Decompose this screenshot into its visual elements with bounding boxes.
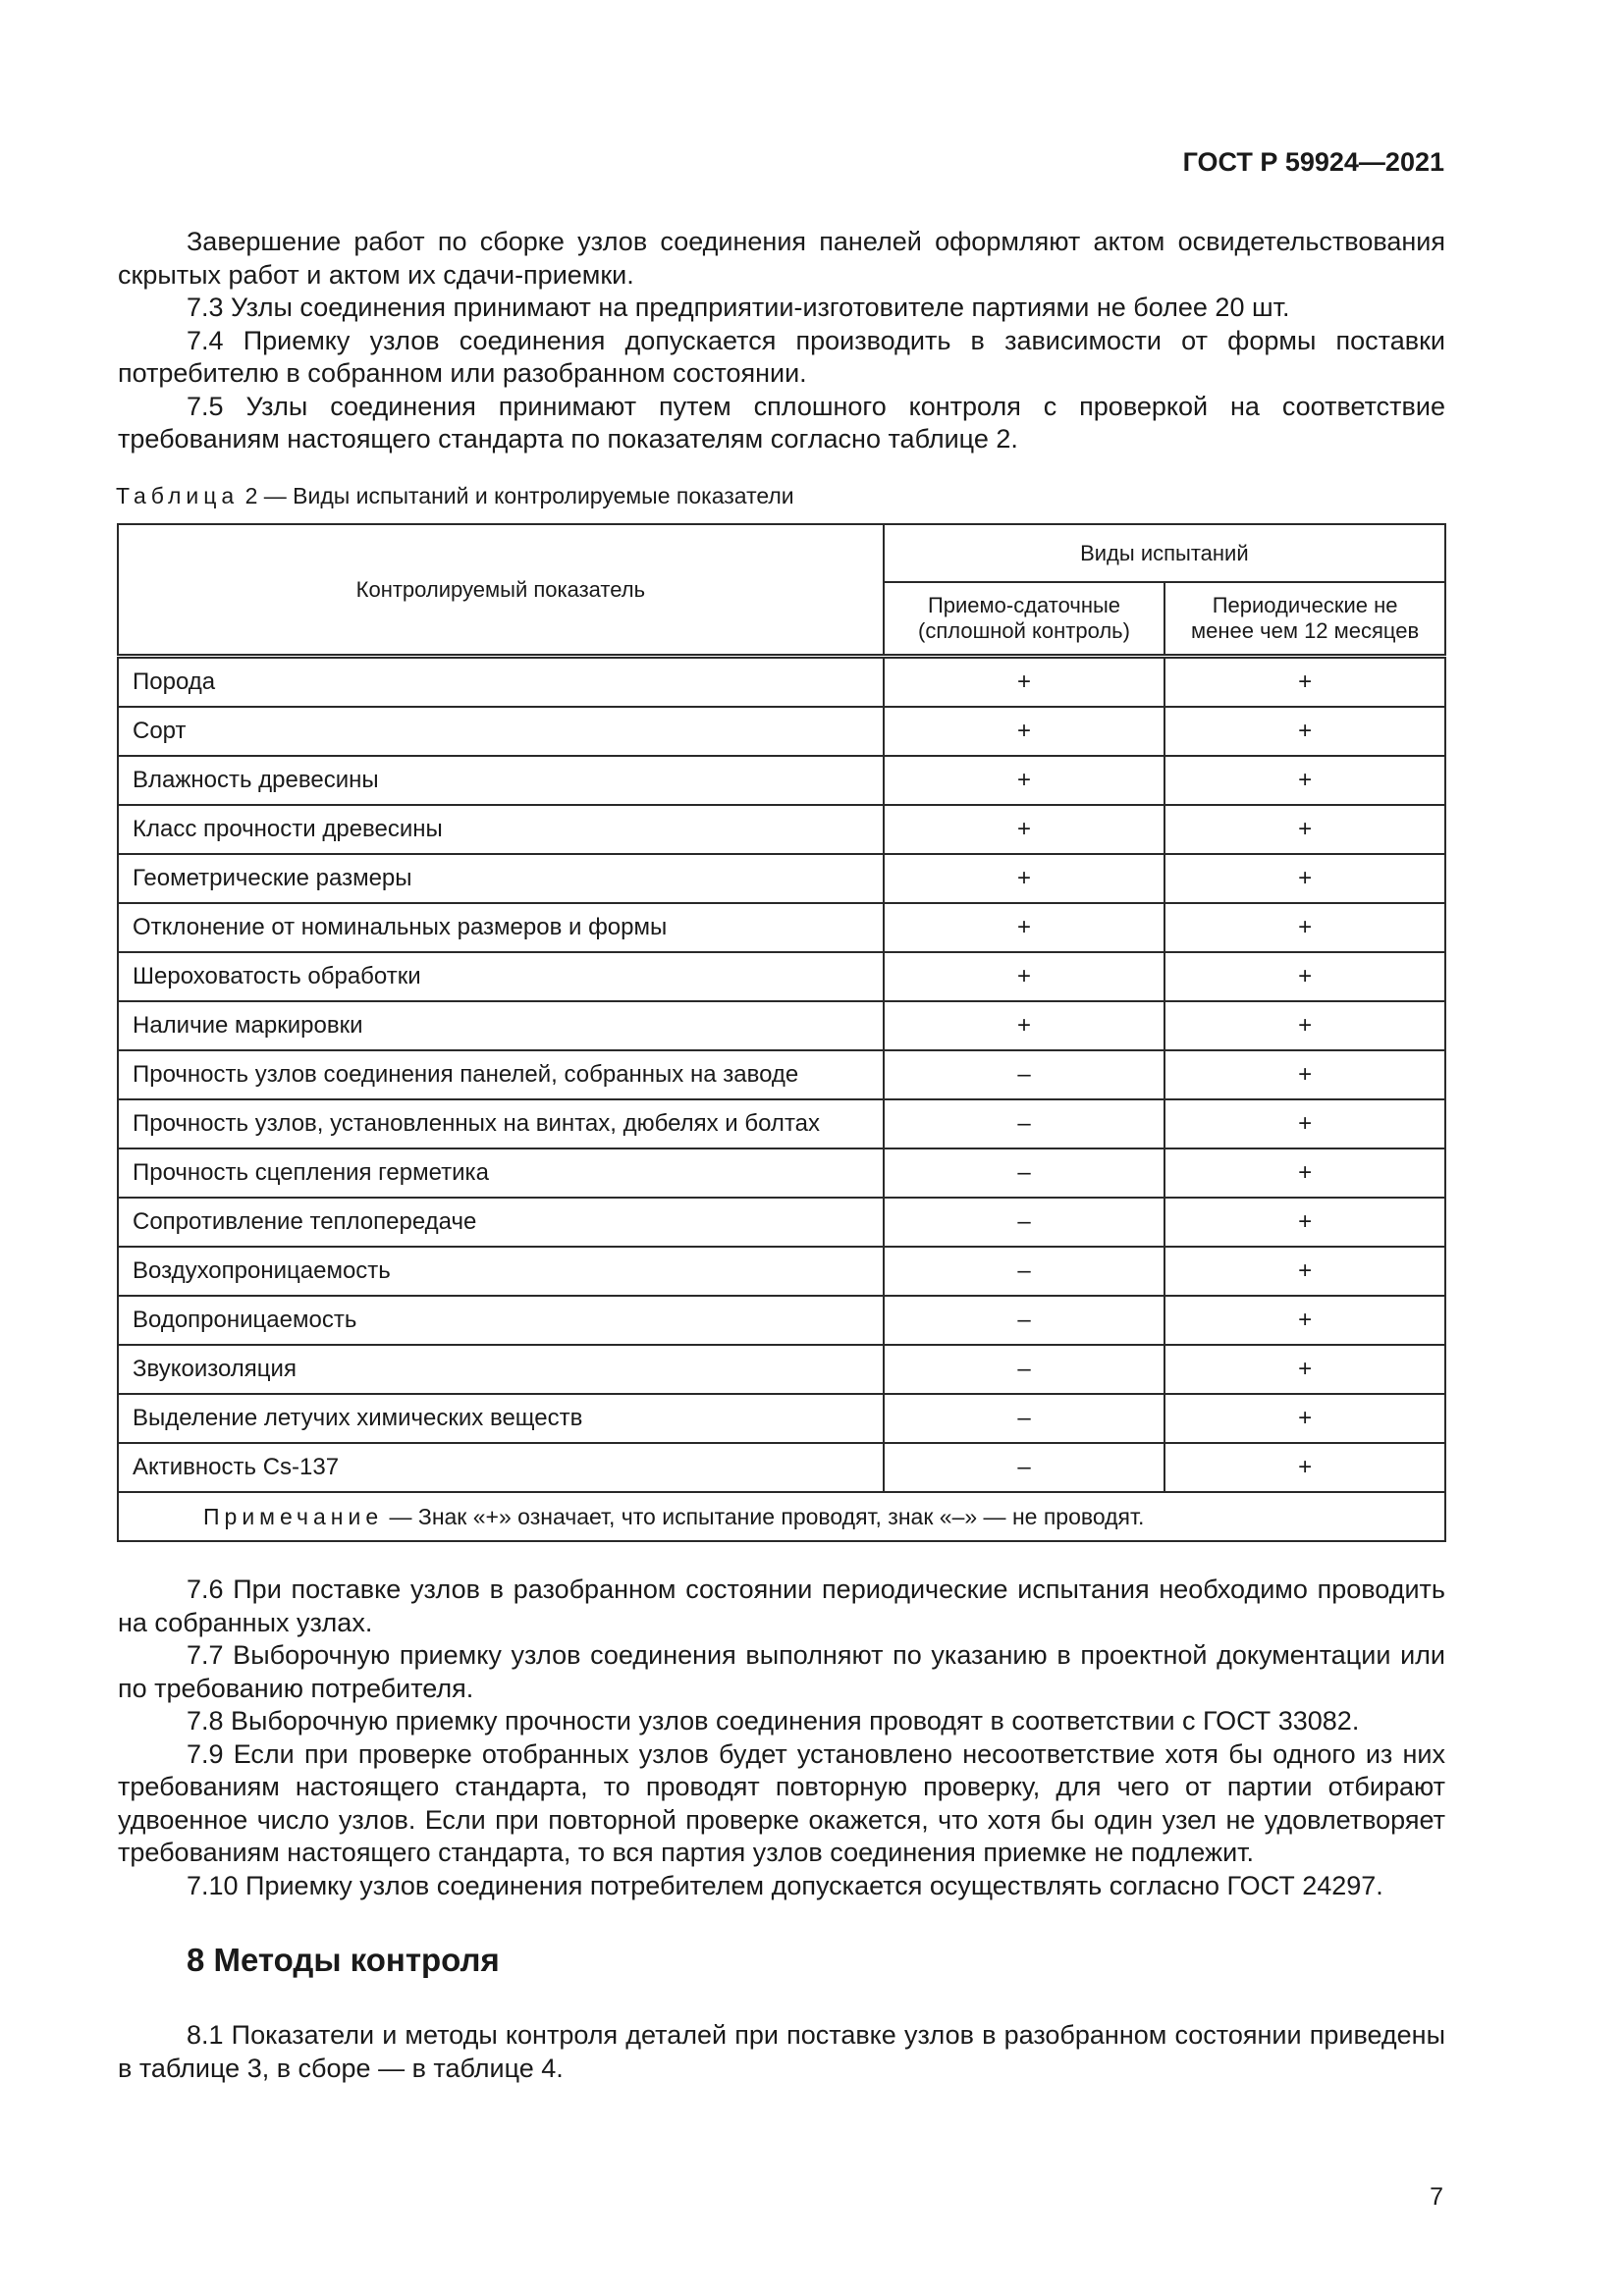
middle-text-block: [118, 1574, 1445, 1902]
table-row: [118, 854, 1445, 903]
paragraph-7-3: 7.3 Узлы соединения принимают на предприятии-изготовителе партиями не более 20 шт.: [187, 293, 1290, 322]
table-caption: [116, 483, 794, 509]
header-test-types: Виды испытаний: [884, 524, 1445, 582]
table-row: [118, 1050, 1445, 1099]
header-periodic: [1164, 582, 1445, 657]
table-row: [118, 707, 1445, 756]
row-acceptance: +: [884, 854, 1165, 903]
paragraph-7-4: 7.4 Приемку узлов соединения допускается производить в зависимости от формы поставки потребителю в собранном или разобранном состоянии.: [118, 325, 1445, 388]
table-note: [118, 1492, 1445, 1541]
paragraph-7-10: 7.10 Приемку узлов соединения потребителем допускается осуществлять согласно ГОСТ 24297.: [187, 1870, 1383, 1900]
row-periodic: +: [1164, 805, 1445, 854]
row-indicator: Выделение летучих химических веществ: [118, 1394, 884, 1443]
row-periodic: +: [1164, 952, 1445, 1001]
row-indicator: Звукоизоляция: [118, 1345, 884, 1394]
row-indicator: Наличие маркировки: [118, 1001, 884, 1050]
row-acceptance: +: [884, 952, 1165, 1001]
table-row: [118, 657, 1445, 708]
table-row: [118, 1345, 1445, 1394]
row-indicator: Водопроницаемость: [118, 1296, 884, 1345]
row-acceptance: –: [884, 1345, 1165, 1394]
row-periodic: +: [1164, 1001, 1445, 1050]
row-acceptance: –: [884, 1198, 1165, 1247]
row-periodic: +: [1164, 1443, 1445, 1492]
table-header-row: [118, 524, 1445, 582]
row-acceptance: –: [884, 1394, 1165, 1443]
row-acceptance: +: [884, 707, 1165, 756]
table-row: [118, 1247, 1445, 1296]
paragraph-7-7: 7.7 Выборочную приемку узлов соединения выполняют по указанию в проектной документации или по требованию потребителя.: [118, 1640, 1445, 1703]
row-periodic: +: [1164, 657, 1445, 708]
table-row: [118, 1001, 1445, 1050]
row-indicator: Отклонение от номинальных размеров и формы: [118, 903, 884, 952]
table-row: [118, 1443, 1445, 1492]
header-acceptance-line1: Приемо-сдаточные: [927, 593, 1121, 617]
row-indicator: Влажность древесины: [118, 756, 884, 805]
row-acceptance: –: [884, 1247, 1165, 1296]
table-row: [118, 805, 1445, 854]
row-indicator: Прочность узлов, установленных на винтах, дюбелях и болтах: [118, 1099, 884, 1148]
top-text-block: [118, 226, 1445, 456]
table-row: [118, 1296, 1445, 1345]
row-indicator: Прочность сцепления герметика: [118, 1148, 884, 1198]
section-8-text-block: [118, 2019, 1445, 2085]
row-acceptance: –: [884, 1443, 1165, 1492]
row-indicator: Прочность узлов соединения панелей, собранных на заводе: [118, 1050, 884, 1099]
row-periodic: +: [1164, 1247, 1445, 1296]
table-note-row: [118, 1492, 1445, 1541]
tests-table: [117, 523, 1446, 1542]
row-periodic: +: [1164, 903, 1445, 952]
document-code-header: ГОСТ Р 59924—2021: [1182, 147, 1444, 177]
row-acceptance: +: [884, 903, 1165, 952]
header-acceptance: [884, 582, 1165, 657]
row-periodic: +: [1164, 854, 1445, 903]
row-periodic: +: [1164, 707, 1445, 756]
table-note-label: Примечание: [203, 1503, 384, 1529]
row-acceptance: +: [884, 805, 1165, 854]
header-indicator: Контролируемый показатель: [118, 524, 884, 657]
table-row: [118, 756, 1445, 805]
row-periodic: +: [1164, 1345, 1445, 1394]
table-caption-label: Таблица: [116, 483, 240, 508]
table-row: [118, 952, 1445, 1001]
row-acceptance: +: [884, 657, 1165, 708]
row-acceptance: –: [884, 1099, 1165, 1148]
header-periodic-line2: менее чем 12 месяцев: [1191, 618, 1420, 643]
table-caption-text: 2 — Виды испытаний и контролируемые показатели: [239, 483, 794, 508]
row-acceptance: –: [884, 1148, 1165, 1198]
row-periodic: +: [1164, 1296, 1445, 1345]
row-periodic: +: [1164, 1050, 1445, 1099]
row-indicator: Порода: [118, 657, 884, 708]
row-indicator: Сорт: [118, 707, 884, 756]
page-number: 7: [1430, 2183, 1443, 2211]
paragraph-8-1: 8.1 Показатели и методы контроля деталей при поставке узлов в разобранном состоянии приведены в таблице 3, в сборе — в таблице 4.: [118, 2020, 1445, 2083]
header-acceptance-line2: (сплошной контроль): [918, 618, 1130, 643]
paragraph-completion: Завершение работ по сборке узлов соединения панелей оформляют актом освидетельствования скрытых работ и актом их сдачи-приемки.: [118, 227, 1445, 290]
paragraph-7-9: 7.9 Если при проверке отобранных узлов будет установлено несоответствие хотя бы одного из них требованиям настоящего стандарта, то проводят повторную проверку, для чего от партии отбирают удвоенное число узлов. Если при повторной проверке окажется, что хотя бы один узел не удовлетворяет требованиям настоящего стандарта, то вся партия узлов соединения приемке не подлежит.: [118, 1738, 1445, 1867]
row-periodic: +: [1164, 1099, 1445, 1148]
row-acceptance: +: [884, 756, 1165, 805]
row-periodic: +: [1164, 1148, 1445, 1198]
row-periodic: +: [1164, 1394, 1445, 1443]
table-row: [118, 1198, 1445, 1247]
paragraph-7-5: 7.5 Узлы соединения принимают путем сплошного контроля с проверкой на соответствие требованиям настоящего стандарта по показателям согласно таблице 2.: [118, 391, 1445, 454]
row-acceptance: –: [884, 1296, 1165, 1345]
table-row: [118, 1148, 1445, 1198]
paragraph-7-6: 7.6 При поставке узлов в разобранном состоянии периодические испытания необходимо проводить на собранных узлах.: [118, 1575, 1445, 1637]
row-indicator: Активность Cs-137: [118, 1443, 884, 1492]
row-indicator: Геометрические размеры: [118, 854, 884, 903]
table-note-text: — Знак «+» означает, что испытание проводят, знак «–» — не проводят.: [383, 1503, 1145, 1529]
table-row: [118, 1394, 1445, 1443]
row-periodic: +: [1164, 756, 1445, 805]
table-row: [118, 903, 1445, 952]
row-indicator: Воздухопроницаемость: [118, 1247, 884, 1296]
paragraph-7-8: 7.8 Выборочную приемку прочности узлов соединения проводят в соответствии с ГОСТ 33082.: [187, 1706, 1360, 1735]
row-acceptance: +: [884, 1001, 1165, 1050]
section-8-heading: 8 Методы контроля: [187, 1942, 500, 1978]
row-indicator: Сопротивление теплопередаче: [118, 1198, 884, 1247]
table-row: [118, 1099, 1445, 1148]
header-periodic-line1: Периодические не: [1212, 593, 1398, 617]
row-acceptance: –: [884, 1050, 1165, 1099]
row-indicator: Класс прочности древесины: [118, 805, 884, 854]
row-periodic: +: [1164, 1198, 1445, 1247]
row-indicator: Шероховатость обработки: [118, 952, 884, 1001]
